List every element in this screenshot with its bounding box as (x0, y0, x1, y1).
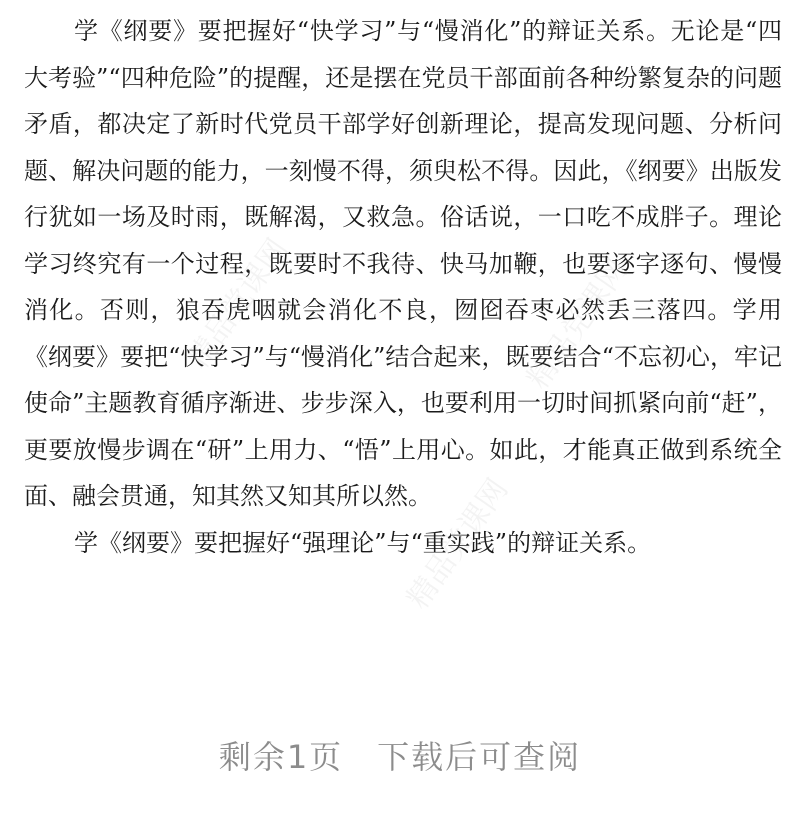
remaining-pages-notice[interactable]: 剩余1页 下载后可查阅 (218, 738, 582, 776)
document-body (24, 8, 782, 566)
paragraph-2: 学《纲要》要把握好“强理论”与“重实践”的辩证关系。 (74, 528, 652, 557)
watermark: 精品党课网 (400, 472, 516, 616)
watermark: 精品党课网 (180, 232, 296, 376)
watermark: 精品党课网 (520, 252, 636, 396)
paragraph-1: 学《纲要》要把握好“快学习”与“慢消化”的辩证关系。无论是“四大考验”“四种危险”的提醒，还是摆在党员干部面前各种纷繁复杂的问题矛盾，都决定了新时代党员干部学好创新理论，提高发现问题、分析问题、解决问题的能力，一刻慢不得，须臾松不得。因此，《纲要》出版发行犹如一场及时雨，既解渴，又救急。俗话说，一口吃不成胖子。理论学习终究有一个过程，既要时不我待、快马加鞭，也要逐字逐句、慢慢消化。否则，狼吞虎咽就会消化不良，囫囵吞枣必然丢三落四。学用《纲要》要把“快学习”与“慢消化”结合起来，既要结合“不忘初心，牢记使命”主题教育循序渐进、步步深入，也要利用一切时间抓紧向前“赶”，更要放慢步调在“研”上用力、“悟”上用心。如此，才能真正做到系统全面、融会贯通，知其然又知其所以然。 (24, 17, 782, 510)
